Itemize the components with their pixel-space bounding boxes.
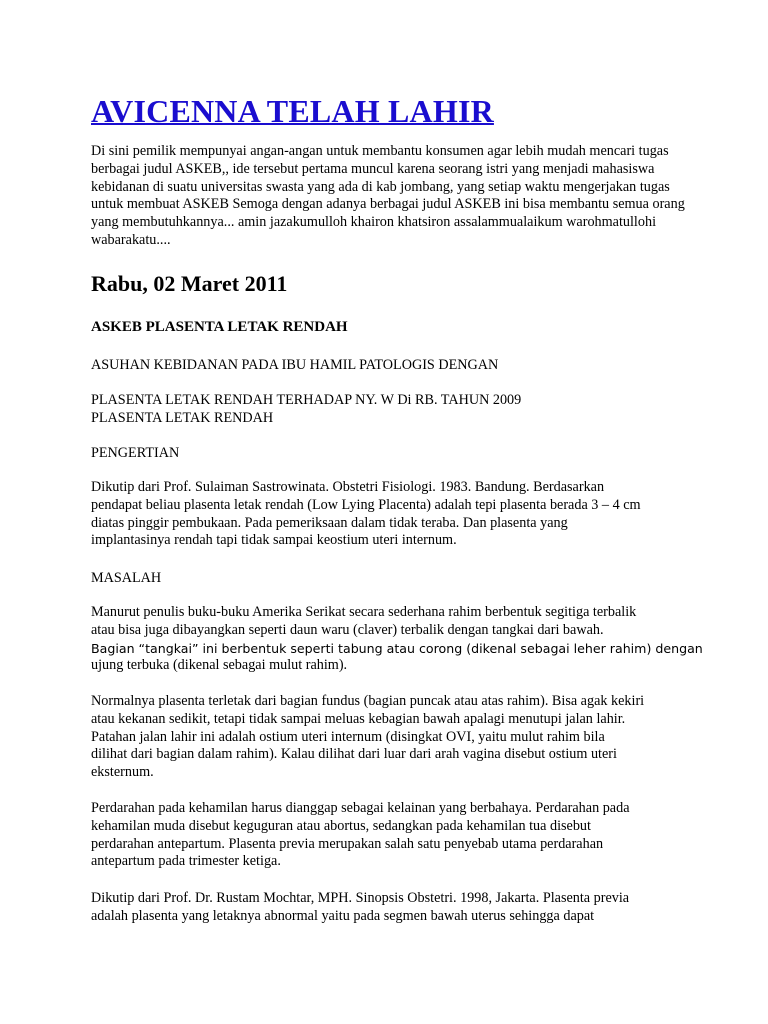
heading-masalah: MASALAH	[91, 570, 162, 586]
paragraph-line: antepartum pada trimester ketiga.	[91, 853, 281, 870]
paragraph-line: ujung terbuka (dikenal sebagai mulut rahim).	[91, 657, 348, 674]
post-date: Rabu, 02 Maret 2011	[91, 271, 288, 296]
blog-title	[91, 92, 494, 130]
paragraph-line: Dikutip dari Prof. Dr. Rustam Mochtar, MPH. Sinopsis Obstetri. 1998, Jakarta. Plasenta previa	[91, 890, 630, 906]
paragraph-line: atau bisa juga dibayangkan seperti daun waru (claver) terbalik dengan tangkai dari bawah.	[91, 621, 604, 638]
post-title: ASKEB PLASENTA LETAK RENDAH	[91, 319, 348, 335]
paragraph-line: eksternum.	[91, 764, 154, 781]
paragraph-line: pendapat beliau plasenta letak rendah (Low Lying Placenta) adalah tepi plasenta berada 3 – 4 cm	[91, 496, 641, 513]
paragraph-line: perdarahan antepartum. Plasenta previa merupakan salah satu penyebab utama perdarahan	[91, 835, 604, 852]
paragraph-normal	[91, 693, 687, 782]
paragraph-line: Normalnya plasenta terletak dari bagian fundus (bagian puncak atau atas rahim). Bisa agak kekiri	[91, 693, 645, 709]
paragraph-line: diatas pinggir pembukaan. Pada pemeriksaan dalam tidak teraba. Dan plasenta yang	[91, 514, 568, 531]
paragraph-line: atau kekanan sedikit, tetapi tidak sampai meluas kebagian bawah apalagi menutupi jalan lahir.	[91, 710, 626, 727]
paragraph-line: Dikutip dari Prof. Sulaiman Sastrowinata. Obstetri Fisiologi. 1983. Bandung. Berdasarkan	[91, 479, 605, 495]
paragraph-line: adalah plasenta yang letaknya abnormal yaitu pada segmen bawah uterus sehingga dapat	[91, 907, 595, 924]
post-subtitle-1: ASUHAN KEBIDANAN PADA IBU HAMIL PATOLOGIS DENGAN	[91, 357, 499, 373]
post-subtitle-3: PLASENTA LETAK RENDAH	[91, 410, 274, 426]
post-subtitle-2: PLASENTA LETAK RENDAH TERHADAP NY. W Di RB. TAHUN 2009	[91, 392, 522, 408]
paragraph-line: dilihat dari bagian dalam rahim). Kalau dilihat dari luar dari arah vagina disebut ostium uteri	[91, 746, 617, 763]
blog-description: Di sini pemilik mempunyai angan-angan untuk membantu konsumen agar lebih mudah mencari tugas berbagai judul ASKEB,, ide tersebut pertama muncul karena seorang istri yang menjadi mahasiswa kebidanan di suatu universitas swasta yang ada di kab jombang, yang setiap waktu mengerjakan tugas untuk membuat ASKEB Semoga dengan adanya berbagai judul ASKEB ini bisa membantu semua orang yang membutuhkannya... amin jazakumulloh khairon khatsiron assalammualaikum warohmatullohi wabarakatu....	[91, 143, 685, 248]
paragraph-line: Manurut penulis buku-buku Amerika Serikat secara sederhana rahim berbentuk segitiga terbalik	[91, 604, 637, 620]
paragraph-pengertian	[91, 479, 687, 550]
heading-pengertian: PENGERTIAN	[91, 445, 180, 461]
paragraph-line: kehamilan muda disebut keguguran atau abortus, sedangkan pada kehamilan tua disebut	[91, 817, 591, 834]
paragraph-perdarahan	[91, 800, 687, 871]
paragraph-mochtar	[91, 890, 687, 926]
paragraph-line: Patahan jalan lahir ini adalah ostium uteri internum (disingkat OVI, yaitu mulut rahim bila	[91, 728, 605, 745]
paragraph-masalah	[91, 604, 703, 675]
paragraph-line: implantasinya rendah tapi tidak sampai keostium uteri internum.	[91, 532, 457, 549]
blog-title-link[interactable]: AVICENNA TELAH LAHIR	[91, 93, 494, 129]
paragraph-line: Perdarahan pada kehamilan harus dianggap sebagai kelainan yang berbahaya. Perdarahan pada	[91, 800, 630, 816]
paragraph-line: Bagian “tangkai” ini berbentuk seperti tabung atau corong (dikenal sebagai leher rahim) dengan	[91, 640, 703, 656]
